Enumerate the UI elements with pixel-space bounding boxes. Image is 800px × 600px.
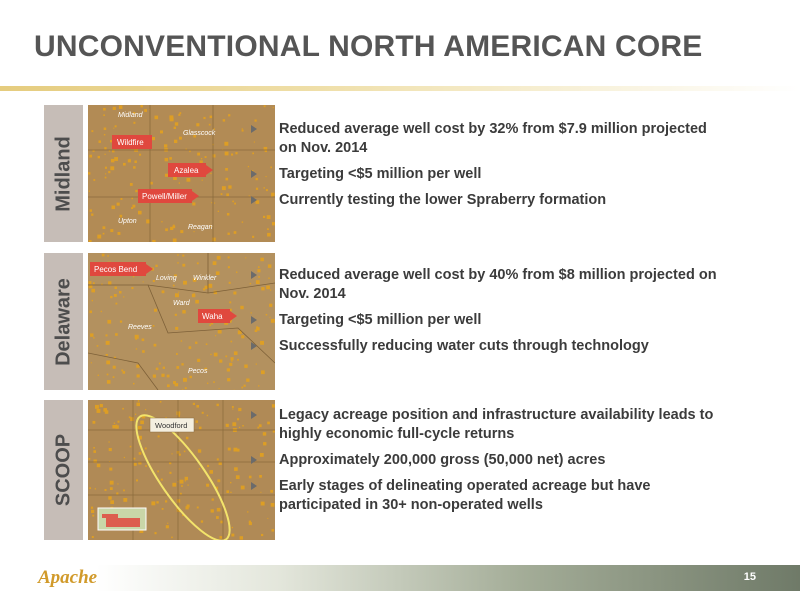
section-label-box	[44, 253, 83, 390]
map-label: Pecos	[188, 368, 208, 375]
page-number: 15	[743, 571, 756, 583]
section-scoop	[44, 400, 744, 540]
section-delaware	[44, 253, 744, 390]
bullet-arrow-icon	[251, 316, 257, 324]
delaware-map-graphic	[88, 253, 275, 390]
delaware-map	[88, 253, 275, 390]
bullet-arrow-icon	[251, 456, 257, 464]
bullet-item: Reduced average well cost by 40% from $8 million projected on Nov. 2014	[251, 266, 721, 304]
map-label: Ward	[173, 300, 190, 307]
map-label: Winkler	[193, 275, 217, 282]
scoop-map	[88, 400, 275, 540]
map-label: Glasscock	[183, 130, 216, 137]
bullet-item: Targeting <$5 million per well	[251, 165, 721, 184]
map-label: Reagan	[188, 224, 213, 231]
bullet-item: Approximately 200,000 gross (50,000 net) acres	[251, 451, 721, 470]
map-callout: Woodford	[155, 421, 188, 430]
apache-logo: Apache	[38, 567, 98, 588]
map-label: Loving	[156, 275, 177, 282]
bullet-arrow-icon	[251, 342, 257, 350]
bullet-item: Targeting <$5 million per well	[251, 311, 721, 330]
bullet-list	[251, 120, 721, 217]
section-label-box	[44, 105, 83, 242]
map-label: Reeves	[128, 324, 152, 331]
map-callout: Powell/Miller	[142, 192, 187, 201]
bullet-arrow-icon	[251, 411, 257, 419]
section-midland	[44, 105, 744, 242]
bullet-arrow-icon	[251, 482, 257, 490]
map-callout: Wildfire	[117, 138, 144, 147]
section-label: SCOOP	[52, 433, 74, 507]
bullet-item: Reduced average well cost by 32% from $7.9 million projected on Nov. 2014	[251, 120, 721, 158]
map-label: Midland	[118, 112, 143, 119]
midland-map	[88, 105, 275, 242]
section-label: Midland	[52, 135, 74, 212]
slide-title: UNCONVENTIONAL NORTH AMERICAN CORE	[34, 30, 703, 63]
bullet-item: Successfully reducing water cuts through technology	[251, 337, 721, 356]
bullet-list	[251, 406, 721, 522]
footer-bar	[0, 565, 800, 591]
bullet-arrow-icon	[251, 196, 257, 204]
bullet-item: Early stages of delineating operated acreage but have participated in 30+ non-operated wells	[251, 477, 721, 515]
midland-map-graphic	[88, 105, 275, 242]
bullet-arrow-icon	[251, 170, 257, 178]
map-callout: Azalea	[174, 166, 199, 175]
bullet-item: Legacy acreage position and infrastructure availability leads to highly economic full-cycle returns	[251, 406, 721, 444]
bullet-arrow-icon	[251, 271, 257, 279]
bullet-arrow-icon	[251, 125, 257, 133]
map-callout: Pecos Bend	[94, 265, 138, 274]
oklahoma-inset-icon	[98, 508, 146, 530]
section-label-box	[44, 400, 83, 540]
map-callout: Waha	[202, 312, 223, 321]
scoop-map-graphic	[88, 400, 275, 540]
bullet-list	[251, 266, 721, 363]
title-underline	[0, 86, 800, 91]
bullet-item: Currently testing the lower Spraberry formation	[251, 191, 721, 210]
map-label: Upton	[118, 218, 137, 225]
section-label: Delaware	[52, 277, 74, 366]
